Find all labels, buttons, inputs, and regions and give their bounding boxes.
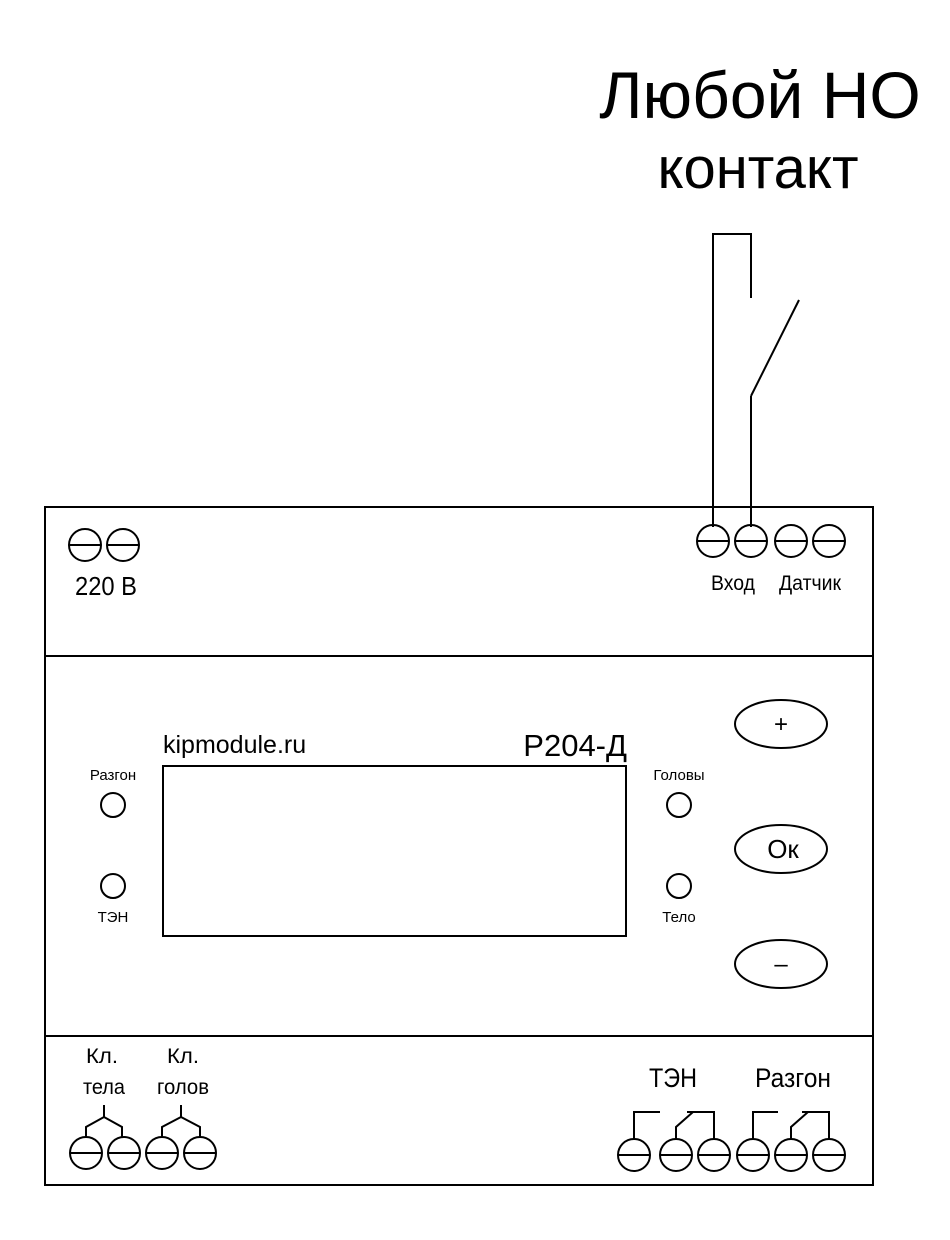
relay-razgon-label: Разгон	[755, 1063, 831, 1093]
led-golovy-indicator	[667, 793, 691, 817]
no-contact-switch	[713, 234, 799, 527]
led-telo-indicator	[667, 874, 691, 898]
contact-lever	[751, 300, 799, 396]
power-label: 220 В	[75, 571, 137, 601]
led-golovy-label: Головы	[653, 767, 705, 784]
led-razgon-label: Разгон	[89, 767, 137, 784]
led-telo-label: Тело	[662, 909, 696, 926]
valve-heads-label-line1: Кл.	[167, 1045, 199, 1068]
model-label: Р204-Д	[523, 728, 627, 763]
valve-terminals[interactable]	[70, 1137, 216, 1169]
power-terminals[interactable]	[69, 529, 139, 561]
minus-button-label: –	[774, 951, 788, 978]
led-razgon-indicator	[101, 793, 125, 817]
website-label: kipmodule.ru	[163, 731, 307, 759]
lcd-display	[163, 766, 626, 936]
relay-contacts	[634, 1112, 829, 1139]
input-sensor-terminals[interactable]	[697, 525, 845, 557]
input-label: Вход	[711, 572, 755, 595]
minus-button[interactable]	[735, 940, 827, 988]
ok-button-label: Ок	[767, 834, 799, 864]
relay-ten-label: ТЭН	[649, 1063, 697, 1093]
title-line-2: контакт	[657, 136, 859, 201]
led-ten-indicator	[101, 874, 125, 898]
led-ten-label: ТЭН	[97, 909, 129, 926]
sensor-label: Датчик	[779, 572, 842, 595]
valve-heads-label-line2: голов	[157, 1076, 209, 1099]
title-line-1: Любой НО	[599, 58, 921, 132]
plus-button-label: +	[773, 711, 789, 738]
valve-connectors	[86, 1105, 200, 1137]
relay-terminals[interactable]	[618, 1139, 845, 1171]
plus-button[interactable]	[735, 700, 827, 748]
valve-body-label-line2: тела	[83, 1076, 126, 1099]
valve-body-label-line1: Кл.	[86, 1045, 118, 1068]
ok-button[interactable]	[735, 825, 827, 873]
contact-wire-left	[713, 234, 751, 527]
